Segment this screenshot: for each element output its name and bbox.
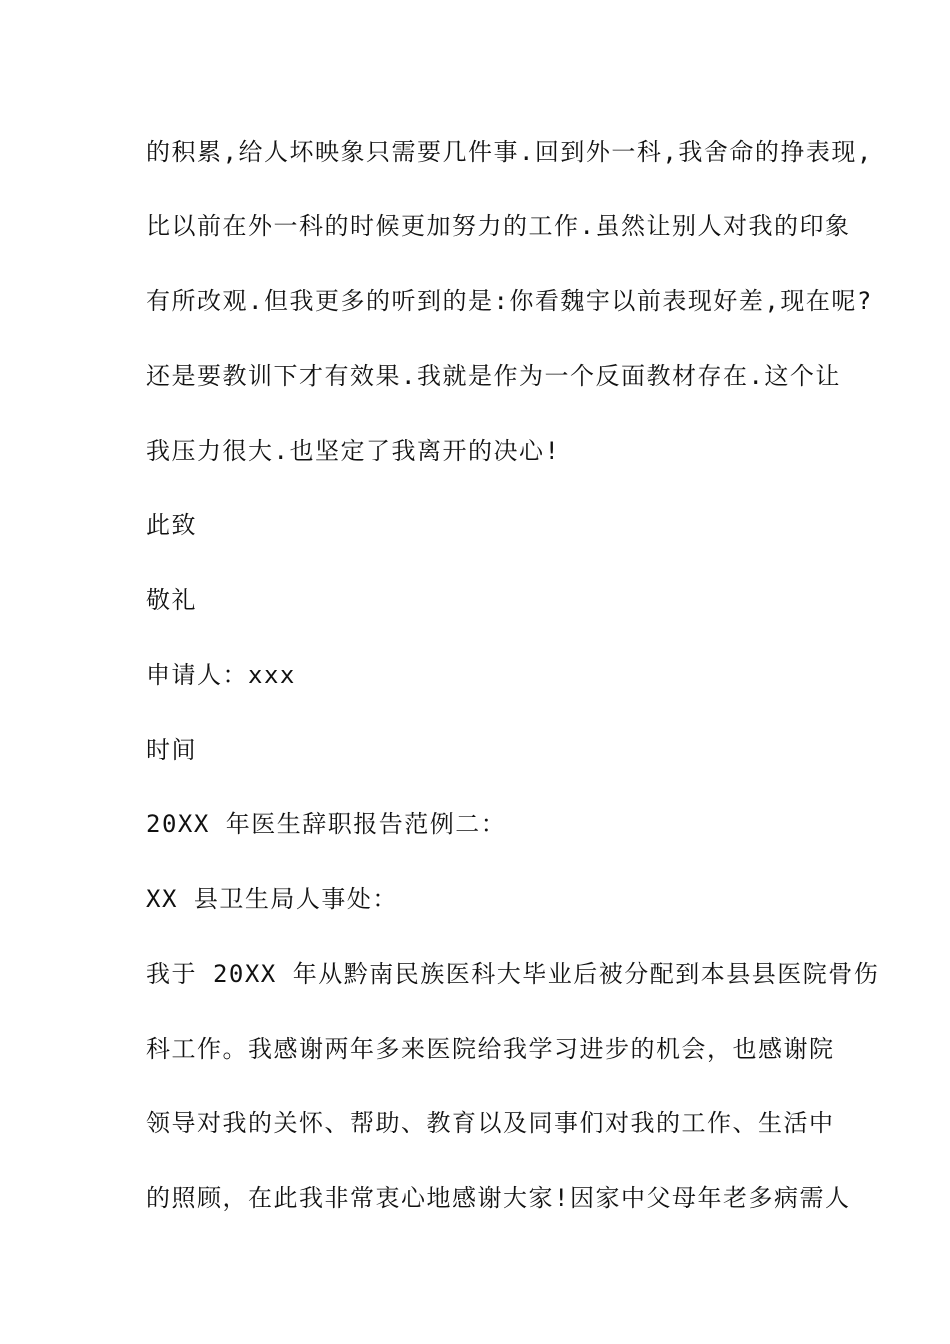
text-line: 比以前在外一科的时候更加努力的工作.虽然让别人对我的印象 — [146, 212, 851, 240]
text-line: 我压力很大.也坚定了我离开的决心! — [146, 437, 561, 465]
text-line: 我于 20XX 年从黔南民族医科大毕业后被分配到本县县医院骨伤 — [146, 960, 880, 988]
text-line: 领导对我的关怀、帮助、教育以及同事们对我的工作、生活中 — [146, 1109, 835, 1137]
closing-salutation: 此致 — [146, 511, 197, 539]
text-line: 有所改观.但我更多的听到的是:你看魏宇以前表现好差,现在呢? — [146, 287, 873, 315]
recipient-line: XX 县卫生局人事处： — [146, 885, 398, 913]
time-label: 时间 — [146, 736, 197, 764]
text-line: 科工作。我感谢两年多来医院给我学习进步的机会，也感谢院 — [146, 1035, 835, 1063]
text-line: 还是要教训下才有效果.我就是作为一个反面教材存在.这个让 — [146, 362, 841, 390]
applicant-line: 申请人：xxx — [146, 661, 296, 689]
text-line: 的照顾，在此我非常衷心地感谢大家!因家中父母年老多病需人 — [146, 1184, 851, 1212]
closing-regards: 敬礼 — [146, 586, 197, 614]
section-title: 20XX 年医生辞职报告范例二： — [146, 810, 507, 838]
text-line: 的积累,给人坏映象只需要几件事.回到外一科,我舍命的挣表现, — [146, 138, 873, 166]
